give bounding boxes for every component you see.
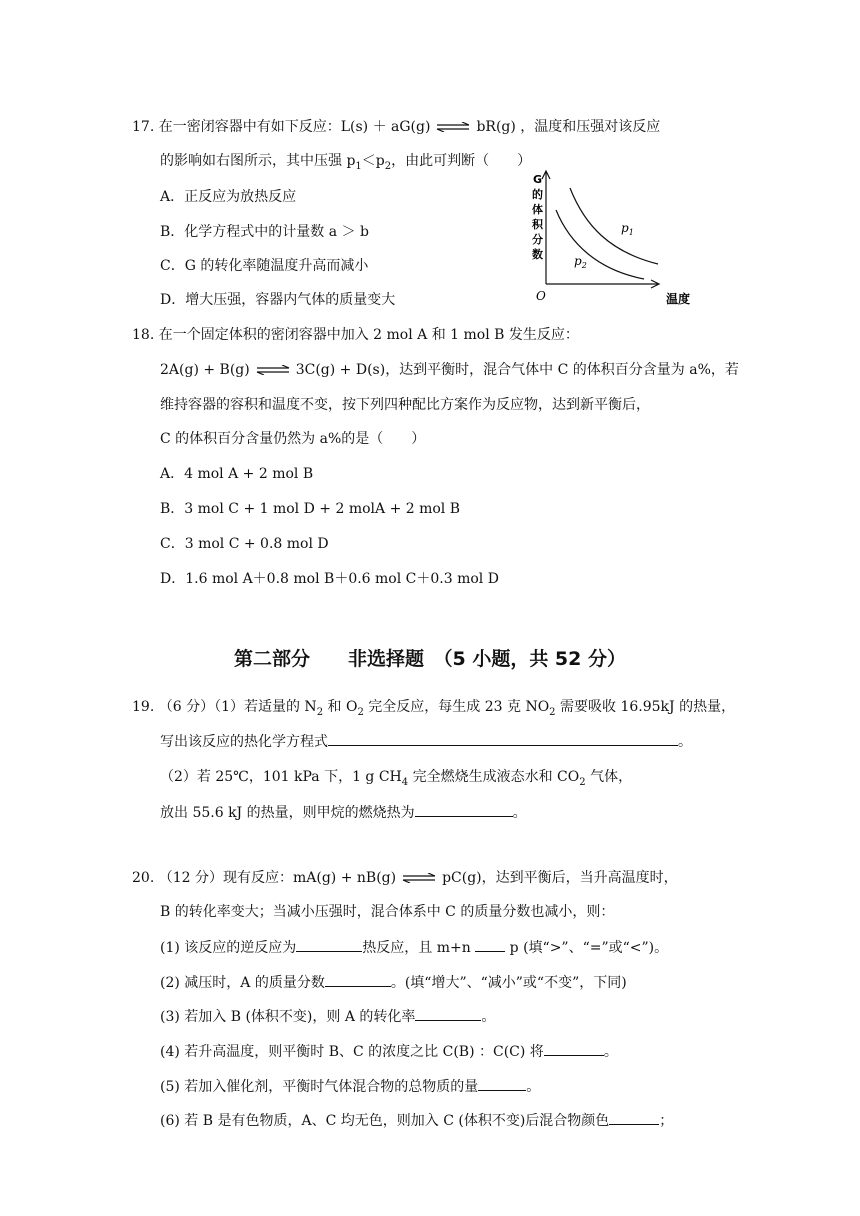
q20-answer-blank-1[interactable]: [296, 937, 362, 952]
equilibrium-arrow-icon: [402, 873, 436, 883]
q18-line2: 2A(g) + B(g) 3C(g) + D(s)，达到平衡时，混合气体中 C 的体积百分含量为 a%，若: [160, 362, 739, 378]
curve-p2: [556, 210, 644, 279]
q20-answer-blank-6[interactable]: [609, 1110, 659, 1125]
x-label: 温度: [666, 292, 691, 306]
q17-line2: 的影响如右图所示，其中压强 $p_1<p_2$，由此可判断（ ）: [160, 153, 532, 172]
q20-answer-blank-5[interactable]: [478, 1076, 526, 1091]
q17-option-a: A．正反应为放热反应: [160, 189, 297, 205]
section-title: 第二部分 非选择题 （5 小题，共 52 分）: [233, 648, 626, 670]
q19-line2: 写出该反应的热化学方程式 。: [160, 731, 692, 752]
y-label-char: 体: [532, 203, 543, 216]
q18-number: 18.: [132, 327, 155, 343]
q18-line1: 18. 在一个固定体积的密闭容器中加入 2 mol A 和 1 mol B 发生反应：: [132, 327, 579, 343]
q20-sub2: (2) 减压时，A 的质量分数 。(填“增大”、“减小”或“不变”，下同): [160, 972, 627, 993]
y-label-char: 数: [532, 248, 543, 261]
q19-answer-blank-1[interactable]: [328, 731, 678, 746]
q20-line1: 20. （12 分）现有反应：mA(g) + nB(g) pC(g)，达到平衡后，当升高温度时，: [132, 870, 678, 886]
y-label-char: G: [533, 173, 543, 186]
q20-sub4: (4) 若升高温度，则平衡时 B、C 的浓度之比 C(B) ：C(C) 将 。: [160, 1041, 618, 1062]
equilibrium-arrow-icon: [436, 122, 470, 132]
q17-line1: 17. 在一密闭容器中有如下反应：L(s) ＋ aG(g) bR(g) ，温度和压强对该反应: [132, 119, 661, 135]
q19-line3: （2）若 25℃，101 kPa 下，1 g $CH_4$ 完全燃烧生成液态水和 $CO_2$ 气体，: [160, 769, 633, 788]
curve-p2-label: $p_2$: [574, 254, 587, 270]
curve-p1: [570, 188, 658, 264]
q18-option-b: B．3 mol C + 1 mol D + 2 molA + 2 mol B: [160, 501, 461, 517]
q17-graph: [510, 166, 710, 312]
q20-answer-blank-1b[interactable]: [475, 937, 505, 952]
q20-answer-blank-3[interactable]: [415, 1006, 481, 1021]
q17-option-d: D．增大压强，容器内气体的质量变大: [160, 292, 396, 308]
q20-sub1: (1) 该反应的逆反应为 热反应，且 m+n p (填“>”、“=”或“<”)。: [160, 937, 668, 958]
y-label-char: 积: [532, 218, 543, 231]
q18-option-d: D．1.6 mol A＋0.8 mol B＋0.6 mol C＋0.3 mol D: [160, 571, 499, 587]
q19-answer-blank-2[interactable]: [415, 802, 513, 817]
q19-line1: 19. （6 分）（1）若适量的 $N_2$ 和 $O_2$ 完全反应，每生成 23 克 $NO_2$ 需要吸收 16.95kJ 的热量，: [132, 699, 736, 718]
q20-answer-blank-4[interactable]: [544, 1041, 604, 1056]
y-label-char: 分: [532, 233, 543, 246]
q18-line4: C 的体积百分含量仍然为 a%的是（ ）: [160, 431, 426, 447]
q20-answer-blank-2[interactable]: [325, 972, 391, 987]
q17-option-c: C．G 的转化率随温度升高而减小: [160, 258, 369, 274]
q19-number: 19.: [132, 699, 155, 715]
origin-label: O: [536, 289, 546, 303]
q20-number: 20.: [132, 870, 155, 886]
q18-option-a: A．4 mol A + 2 mol B: [160, 466, 314, 482]
q20-sub6: (6) 若 B 是有色物质，A、C 均无色，则加入 C (体积不变)后混合物颜色 ；: [160, 1110, 673, 1131]
curve-p1-label: $p_1$: [621, 221, 634, 237]
q20-sub3: (3) 若加入 B (体积不变)，则 A 的转化率 。: [160, 1006, 495, 1027]
q18-line3: 维持容器的容积和温度不变，按下列四种配比方案作为反应物，达到新平衡后，: [160, 397, 650, 413]
q19-line4: 放出 55.6 kJ 的热量，则甲烷的燃烧热为 。: [160, 802, 527, 823]
q20-line2: B 的转化率变大；当减小压强时，混合体系中 C 的质量分数也减小，则：: [160, 904, 615, 920]
q20-sub5: (5) 若加入催化剂，平衡时气体混合物的总物质的量 。: [160, 1076, 540, 1097]
y-label-char: 的: [532, 188, 543, 201]
q17-number: 17.: [132, 119, 155, 135]
q18-option-c: C．3 mol C + 0.8 mol D: [160, 536, 329, 552]
q17-option-b: B．化学方程式中的计量数 a ＞ b: [160, 224, 369, 240]
equilibrium-arrow-icon: [256, 365, 290, 375]
